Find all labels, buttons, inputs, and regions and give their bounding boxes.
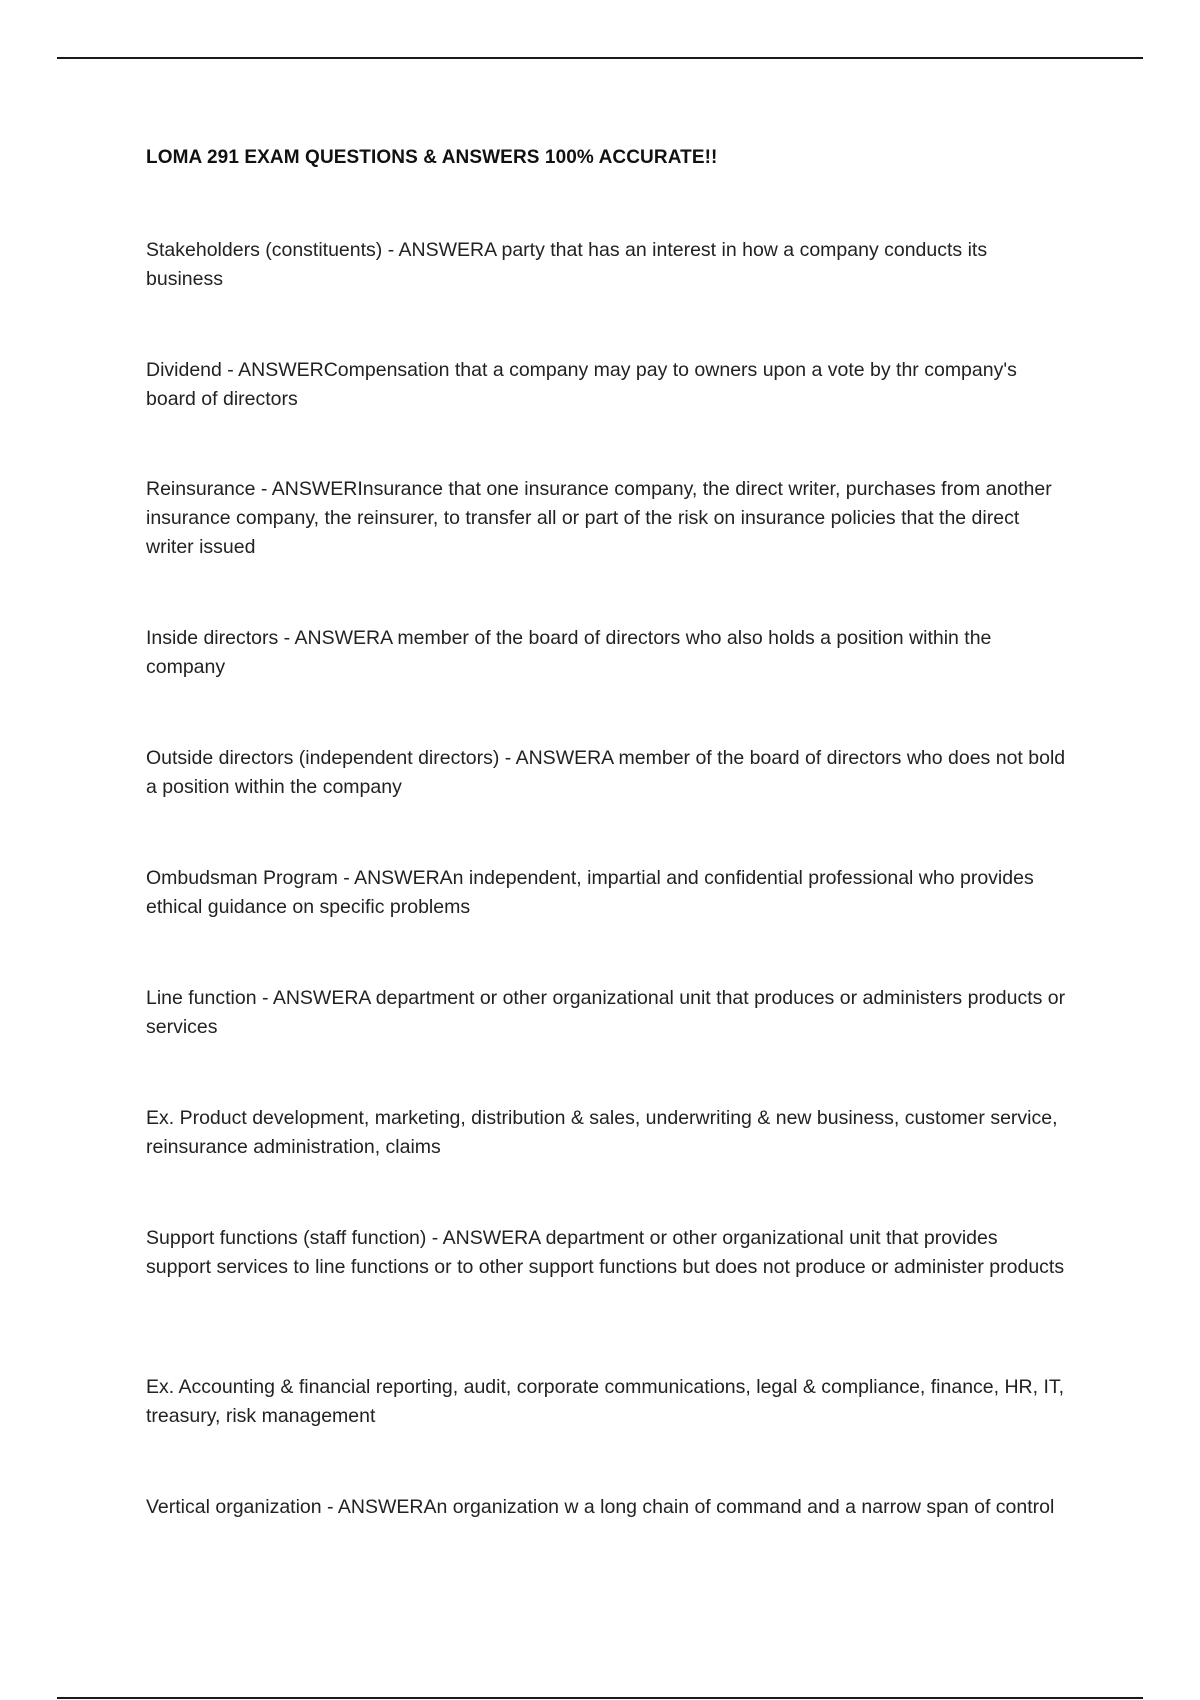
entry-vertical-organization: Vertical organization - ANSWERAn organization w a long chain of command and a narrow span of control (146, 1496, 1055, 1518)
entry-dividend: Dividend - ANSWERCompensation that a company may pay to owners upon a vote by thr company's board of directors (146, 359, 1017, 410)
entry-line-function: Line function - ANSWERA department or other organizational unit that produces or administers products or services (146, 987, 1066, 1038)
entry-outside-directors: Outside directors (independent directors) - ANSWERA member of the board of directors who does not bold a position within the company (146, 747, 1066, 798)
entry-stakeholders: Stakeholders (constituents) - ANSWERA party that has an interest in how a company conducts its business (146, 239, 988, 290)
entry-support-functions-examples: Ex. Accounting & financial reporting, audit, corporate communications, legal & compliance, finance, HR, IT, treasury, risk management (146, 1376, 1065, 1427)
entry-line-function-examples: Ex. Product development, marketing, distribution & sales, underwriting & new business, customer service, reinsurance administration, claims (146, 1107, 1058, 1158)
entry-support-functions: Support functions (staff function) - ANSWERA department or other organizational unit that provides support services to line functions or to other support functions but does not produce or administer products (146, 1227, 1065, 1278)
header-rule (57, 57, 1143, 59)
entry-ombudsman-program: Ombudsman Program - ANSWERAn independent, impartial and confidential professional who provides ethical guidance on specific problems (146, 867, 1034, 918)
entry-reinsurance: Reinsurance - ANSWERInsurance that one insurance company, the direct writer, purchases from another insurance company, the reinsurer, to transfer all or part of the risk on insurance policies that the direct writer issued (146, 478, 1052, 558)
entry-inside-directors: Inside directors - ANSWERA member of the board of directors who also holds a position within the company (146, 627, 992, 678)
footer-rule (57, 1697, 1143, 1699)
document-title: LOMA 291 EXAM QUESTIONS & ANSWERS 100% ACCURATE!! (146, 147, 718, 168)
